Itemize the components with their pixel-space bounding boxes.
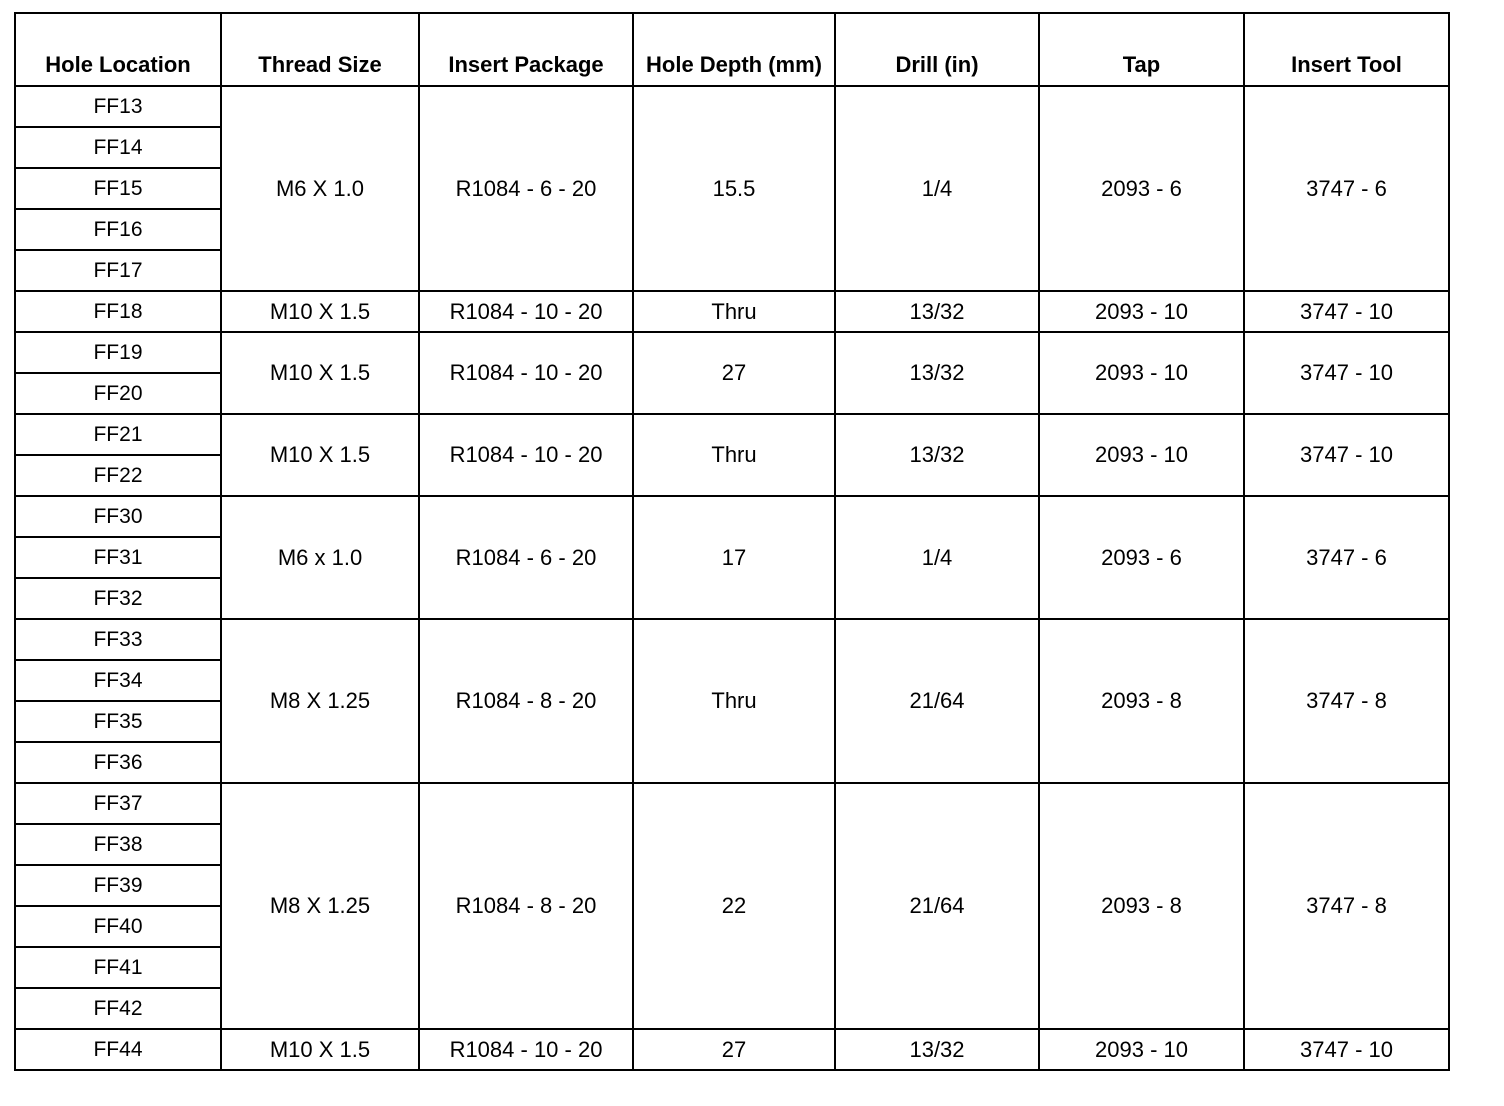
hole-location-cell: FF19	[15, 332, 221, 373]
drill-cell: 1/4	[835, 496, 1039, 619]
hole-depth-cell: 17	[633, 496, 835, 619]
tap-cell: 2093 - 6	[1039, 86, 1244, 291]
hole-location-cell: FF22	[15, 455, 221, 496]
hole-location-cell: FF18	[15, 291, 221, 332]
hole-location-cell: FF42	[15, 988, 221, 1029]
table-row	[15, 496, 1449, 537]
hole-location-cell: FF33	[15, 619, 221, 660]
hole-location-cell: FF39	[15, 865, 221, 906]
thread-size-cell: M8 X 1.25	[221, 783, 419, 1029]
insert-tool-cell: 3747 - 6	[1244, 86, 1449, 291]
table-row	[15, 783, 1449, 824]
insert-tool-cell: 3747 - 10	[1244, 291, 1449, 332]
insert-package-cell: R1084 - 10 - 20	[419, 291, 633, 332]
insert-package-cell: R1084 - 10 - 20	[419, 1029, 633, 1070]
insert-package-cell: R1084 - 6 - 20	[419, 86, 633, 291]
tap-cell: 2093 - 8	[1039, 783, 1244, 1029]
header-hole-depth: Hole Depth (mm)	[633, 13, 835, 86]
hole-location-cell: FF13	[15, 86, 221, 127]
insert-tool-cell: 3747 - 8	[1244, 783, 1449, 1029]
hole-location-cell: FF31	[15, 537, 221, 578]
insert-package-cell: R1084 - 6 - 20	[419, 496, 633, 619]
tap-cell: 2093 - 8	[1039, 619, 1244, 783]
thread-size-cell: M10 X 1.5	[221, 414, 419, 496]
hole-location-cell: FF16	[15, 209, 221, 250]
tap-cell: 2093 - 6	[1039, 496, 1244, 619]
insert-package-cell: R1084 - 8 - 20	[419, 619, 633, 783]
hole-location-cell: FF40	[15, 906, 221, 947]
thread-size-cell: M10 X 1.5	[221, 1029, 419, 1070]
drill-cell: 21/64	[835, 619, 1039, 783]
header-insert-package: Insert Package	[419, 13, 633, 86]
hole-location-cell: FF14	[15, 127, 221, 168]
hole-location-cell: FF35	[15, 701, 221, 742]
header-hole-location: Hole Location	[15, 13, 221, 86]
table-row	[15, 332, 1449, 373]
header-tap: Tap	[1039, 13, 1244, 86]
drill-cell: 13/32	[835, 332, 1039, 414]
hole-location-cell: FF44	[15, 1029, 221, 1070]
hole-location-cell: FF38	[15, 824, 221, 865]
hole-location-cell: FF30	[15, 496, 221, 537]
table-row	[15, 619, 1449, 660]
hole-location-cell: FF15	[15, 168, 221, 209]
hole-location-cell: FF17	[15, 250, 221, 291]
tap-cell: 2093 - 10	[1039, 332, 1244, 414]
table-body	[15, 86, 1449, 1070]
hole-location-cell: FF36	[15, 742, 221, 783]
header-row	[15, 13, 1449, 86]
insert-package-cell: R1084 - 10 - 20	[419, 332, 633, 414]
hole-location-cell: FF41	[15, 947, 221, 988]
insert-package-cell: R1084 - 8 - 20	[419, 783, 633, 1029]
hole-depth-cell: 22	[633, 783, 835, 1029]
drill-cell: 13/32	[835, 1029, 1039, 1070]
hole-location-cell: FF21	[15, 414, 221, 455]
header-drill: Drill (in)	[835, 13, 1039, 86]
table-row	[15, 414, 1449, 455]
hole-depth-cell: Thru	[633, 619, 835, 783]
header-insert-tool: Insert Tool	[1244, 13, 1449, 86]
insert-tool-cell: 3747 - 10	[1244, 1029, 1449, 1070]
hole-depth-cell: Thru	[633, 414, 835, 496]
thread-size-cell: M6 x 1.0	[221, 496, 419, 619]
drill-cell: 13/32	[835, 414, 1039, 496]
table-row	[15, 1029, 1449, 1070]
tap-cell: 2093 - 10	[1039, 291, 1244, 332]
tap-cell: 2093 - 10	[1039, 414, 1244, 496]
header-thread-size: Thread Size	[221, 13, 419, 86]
insert-package-cell: R1084 - 10 - 20	[419, 414, 633, 496]
drill-cell: 13/32	[835, 291, 1039, 332]
thread-size-cell: M10 X 1.5	[221, 291, 419, 332]
drill-cell: 1/4	[835, 86, 1039, 291]
hole-depth-cell: 27	[633, 332, 835, 414]
hole-depth-cell: 15.5	[633, 86, 835, 291]
insert-tool-cell: 3747 - 8	[1244, 619, 1449, 783]
thread-size-cell: M10 X 1.5	[221, 332, 419, 414]
insert-tool-cell: 3747 - 6	[1244, 496, 1449, 619]
hole-location-cell: FF37	[15, 783, 221, 824]
hole-depth-cell: 27	[633, 1029, 835, 1070]
drill-cell: 21/64	[835, 783, 1039, 1029]
hole-location-cell: FF20	[15, 373, 221, 414]
hole-location-cell: FF34	[15, 660, 221, 701]
insert-tool-cell: 3747 - 10	[1244, 414, 1449, 496]
hole-insert-table	[14, 12, 1450, 1071]
thread-size-cell: M6 X 1.0	[221, 86, 419, 291]
table-row	[15, 291, 1449, 332]
thread-size-cell: M8 X 1.25	[221, 619, 419, 783]
tap-cell: 2093 - 10	[1039, 1029, 1244, 1070]
hole-depth-cell: Thru	[633, 291, 835, 332]
hole-location-cell: FF32	[15, 578, 221, 619]
insert-tool-cell: 3747 - 10	[1244, 332, 1449, 414]
table-row	[15, 86, 1449, 127]
